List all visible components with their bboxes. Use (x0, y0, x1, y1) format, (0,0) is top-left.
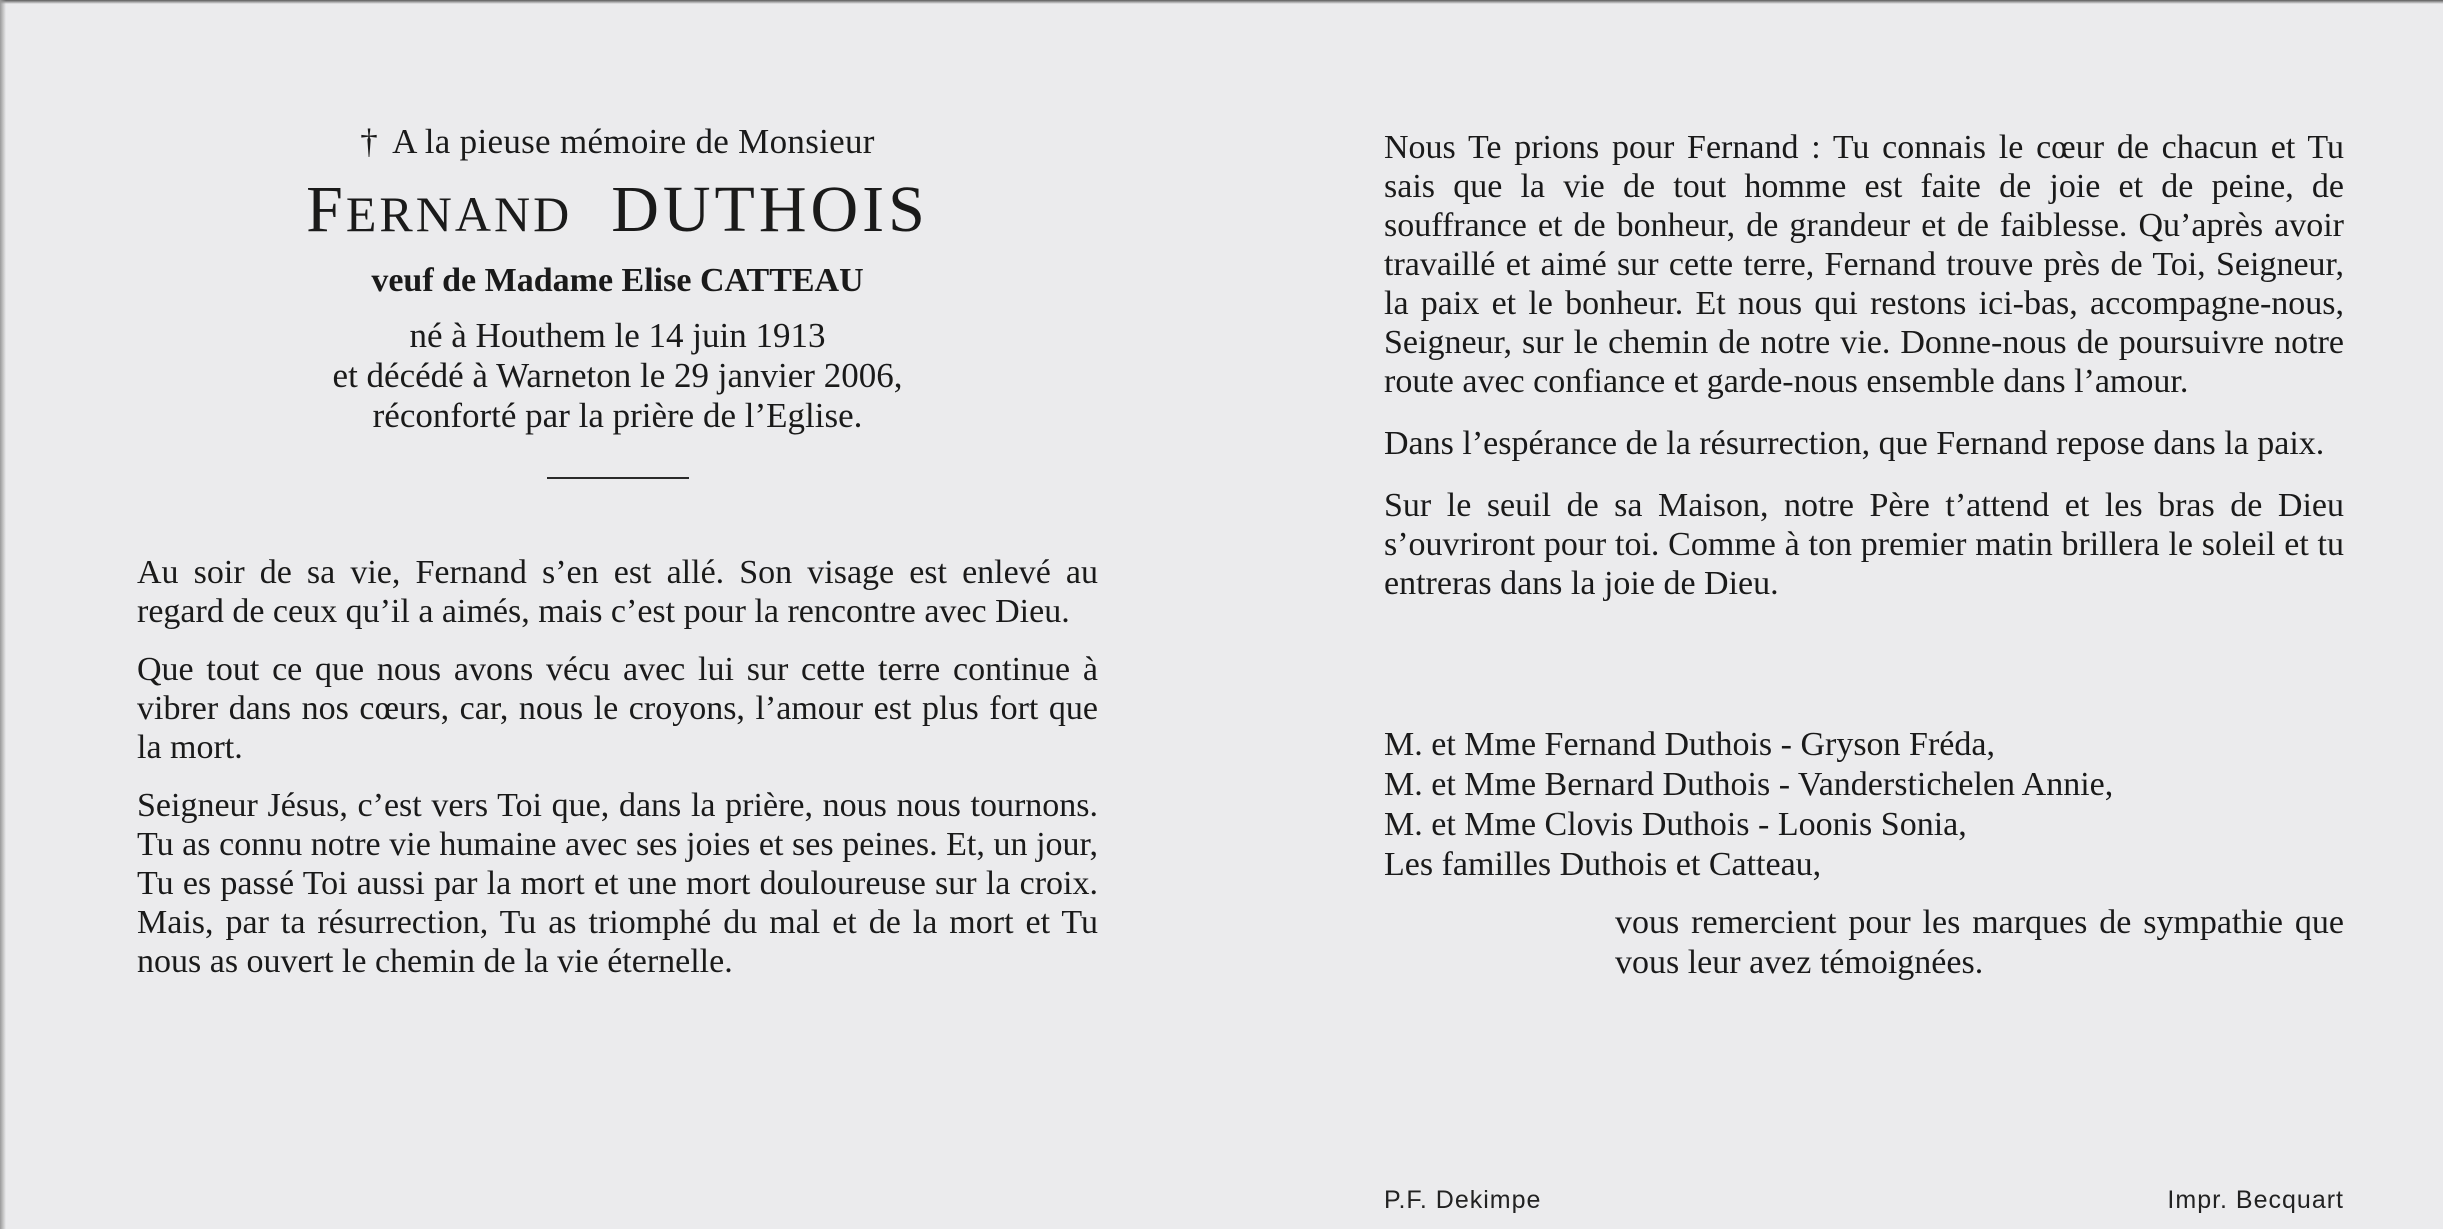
first-name-initial: F (306, 173, 346, 246)
death-line: et décédé à Warneton le 29 janvier 2006, (332, 356, 903, 395)
family-signatories (1384, 725, 2344, 885)
signatory-line: M. et Mme Bernard Duthois - Vanderstichelen Annie, (1384, 766, 2114, 803)
first-name-rest: ERNAND (345, 186, 573, 242)
right-body-text (1384, 128, 2344, 603)
comfort-line: réconforté par la prière de l’Eglise. (372, 396, 863, 435)
printer-credit: Impr. Becquart (2167, 1186, 2344, 1214)
signatory-line: Les familles Duthois et Catteau, (1384, 846, 1822, 883)
widow-line: veuf de Madame Elise CATTEAU (371, 262, 864, 299)
dedication-line (137, 118, 1098, 166)
paragraph: Seigneur Jésus, c’est vers Toi que, dans la prière, nous nous tournons. Tu as connu notre vie humaine avec ses joies et ses peines. Et, un jour, Tu es passé Toi aussi par la mort et une mort douloureuse sur la croix. Mais, par ta résurrection, Tu as triomphé du mal et de la mort et Tu nous as ouvert le chemin de la vie éternelle. (137, 787, 1098, 980)
birth-line: né à Houthem le 14 juin 1913 (409, 316, 826, 355)
dedication-text: A la pieuse mémoire de Monsieur (392, 122, 875, 161)
memorial-header (137, 118, 1098, 479)
funeral-home-credit: P.F. Dekimpe (1384, 1186, 1542, 1214)
signatory-line: M. et Mme Fernand Duthois - Gryson Fréda, (1384, 726, 1995, 763)
life-dates (137, 316, 1098, 436)
paragraph: Que tout ce que nous avons vécu avec lui sur cette terre continue à vibrer dans nos cœurs, car, nous le croyons, l’amour est plus fort que la mort. (137, 651, 1098, 766)
right-page (1384, 0, 2344, 983)
paragraph: Dans l’espérance de la résurrection, que Fernand repose dans la paix. (1384, 425, 2325, 462)
deceased-name (137, 166, 1098, 258)
left-body-text (137, 553, 1098, 981)
cross-icon: † (360, 122, 379, 161)
thanks-text: vous remercient pour les marques de sympathie que vous leur avez témoignées. (1615, 904, 2344, 981)
surname: DUTHOIS (611, 173, 929, 246)
signatory-line: M. et Mme Clovis Duthois - Loonis Sonia, (1384, 806, 1967, 843)
paragraph: Au soir de sa vie, Fernand s’en est allé. Son visage est enlevé au regard de ceux qu’il a aimés, mais c’est pour la rencontre avec Dieu. (137, 554, 1098, 630)
left-edge-shadow (0, 0, 6, 1229)
left-page (137, 0, 1098, 981)
paragraph: Nous Te prions pour Fernand : Tu connais le cœur de chacun et Tu sais que la vie de tout homme est faite de joie et de peine, de souffrance et de bonheur, de grandeur et de faiblesse. Qu’après avoir travaillé et aimé sur cette terre, Fernand trouve près de Toi, Seigneur, la paix et le bonheur. Et nous qui restons ici-bas, accompagne-nous, Seigneur, sur le chemin de notre vie. Donne-nous de poursuivre notre route avec confiance et garde-nous ensemble dans l’amour. (1384, 129, 2344, 400)
paragraph: Sur le seuil de sa Maison, notre Père t’attend et les bras de Dieu s’ouvriront pour toi. Comme à ton premier matin brillera le soleil et tu entreras dans la joie de Dieu. (1384, 487, 2344, 602)
divider-rule (547, 477, 689, 479)
